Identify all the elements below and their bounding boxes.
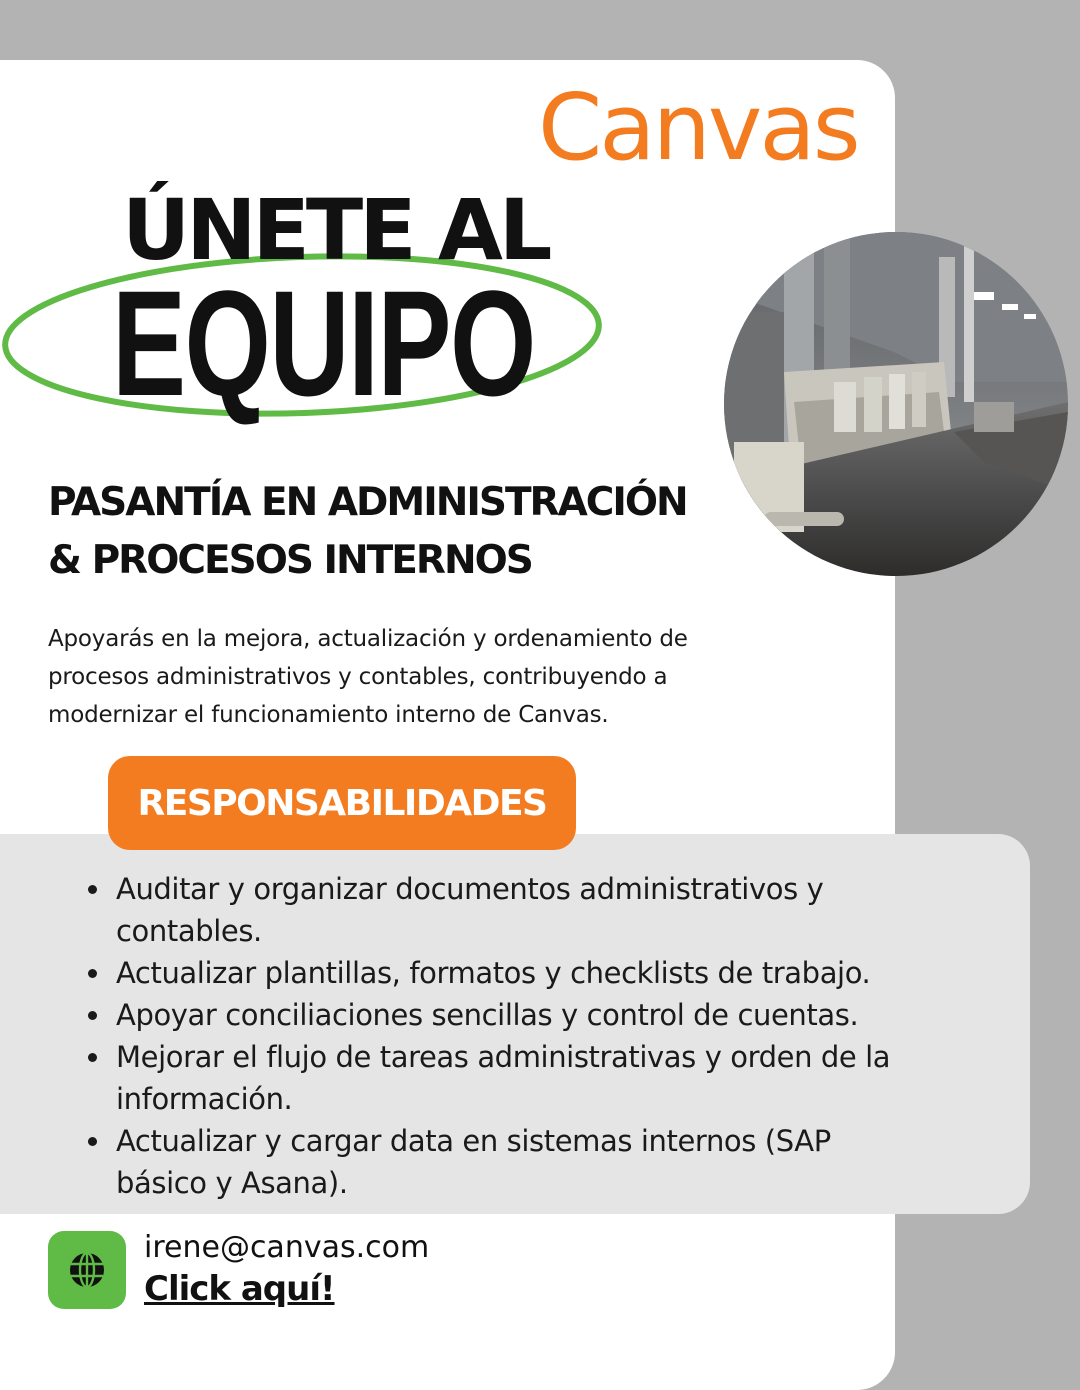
- description-line-1: Apoyarás en la mejora, actualización y ordenamiento de: [48, 626, 688, 652]
- list-item-line: Auditar y organizar documentos administrativos y: [116, 872, 824, 906]
- click-here-link[interactable]: Click aquí!: [144, 1269, 335, 1309]
- position-title-line-1: PASANTÍA EN ADMINISTRACIÓN: [48, 480, 687, 525]
- list-item-line: básico y Asana).: [116, 1166, 348, 1200]
- list-item-line: contables.: [116, 914, 262, 948]
- responsibilities-heading: RESPONSABILIDADES: [108, 756, 576, 850]
- list-item-line: información.: [116, 1082, 293, 1116]
- contact-email[interactable]: irene@canvas.com: [144, 1230, 430, 1265]
- headline-line-2: EQUIPO: [112, 259, 535, 427]
- list-item-line: Actualizar y cargar data en sistemas internos (SAP: [116, 1124, 831, 1158]
- list-item: [88, 952, 988, 994]
- list-item: [88, 1036, 988, 1120]
- list-item: [88, 868, 988, 952]
- globe-icon-button[interactable]: [48, 1231, 126, 1309]
- position-title: [48, 474, 768, 590]
- canvas-logo: Canvas: [538, 74, 858, 181]
- factory-photo: [724, 232, 1068, 576]
- position-title-line-2: & PROCESOS INTERNOS: [48, 538, 532, 583]
- position-description: [48, 620, 848, 734]
- list-item-line: Mejorar el flujo de tareas administrativas y orden de la: [116, 1040, 891, 1074]
- list-item-line: Actualizar plantillas, formatos y checklists de trabajo.: [116, 956, 871, 990]
- factory-illustration: [724, 232, 1068, 576]
- list-item: [88, 1120, 988, 1204]
- globe-icon: [67, 1250, 107, 1290]
- description-line-3: modernizar el funcionamiento interno de Canvas.: [48, 702, 609, 728]
- responsibilities-list: [88, 868, 988, 1204]
- list-item: [88, 994, 988, 1036]
- headline-line-1: ÚNETE AL: [122, 181, 549, 279]
- description-line-2: procesos administrativos y contables, contribuyendo a: [48, 664, 668, 690]
- list-item-line: Apoyar conciliaciones sencillas y control de cuentas.: [116, 998, 859, 1032]
